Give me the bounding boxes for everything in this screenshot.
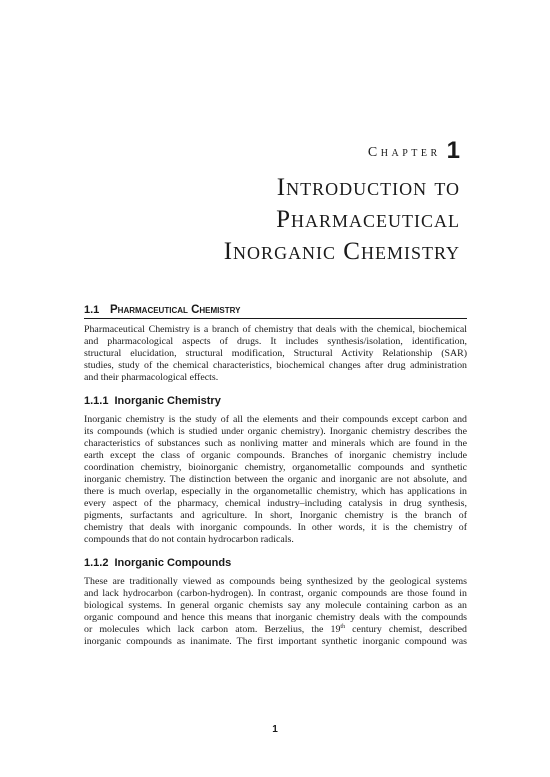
subsection-title: Inorganic Chemistry <box>114 395 221 407</box>
text-line: inorganic compounds as inanimate. The first important synthetic inorganic compound was <box>84 636 467 647</box>
superscript: th <box>340 624 346 630</box>
text-line: biological systems. In general organic chemists say any molecule containing carbon as an <box>84 600 467 611</box>
chapter-number: 1 <box>446 137 460 164</box>
text-line: These are traditionally viewed as compounds being synthesized by the geological systems <box>84 576 467 587</box>
subsection-number: 1.1.1 <box>84 395 109 407</box>
text-line: chemistry that deals with inorganic compounds. In other words, it is the chemistry of <box>84 522 467 533</box>
chapter-label <box>368 137 460 165</box>
title-line: Pharmaceutical <box>276 206 460 233</box>
text-line: organic compound and hence this means that inorganic chemistry deals with the compounds <box>84 612 467 623</box>
paragraph-pharmaceutical-chemistry <box>84 324 467 384</box>
title-line: Inorganic Chemistry <box>223 238 460 265</box>
text-fragment: century chemist, described <box>345 624 467 635</box>
subsection-heading-inorganic-compounds <box>84 557 231 569</box>
text-line: inorganic chemistry. The distinction between the organic and inorganic are not absolute, and <box>84 474 467 485</box>
chapter-word: Chapter <box>367 145 441 160</box>
text-line: Pharmaceutical Chemistry is a branch of chemistry that deals with the chemical, biochemical <box>84 324 467 335</box>
text-line: compounds that do not contain hydrocarbon radicals. <box>84 534 294 545</box>
title-line: Introduction to <box>276 174 460 201</box>
page-number: 1 <box>272 724 278 735</box>
text-line: structural elucidation, structural modification, Structural Activity Relationship (SAR) <box>84 348 467 359</box>
text-line: Inorganic chemistry is the study of all the elements and their compounds except carbon and <box>84 414 467 425</box>
subsection-number: 1.1.2 <box>84 557 109 569</box>
text-line: earth except the class of organic compounds. Branches of inorganic chemistry include <box>84 450 467 461</box>
text-line: pigments, surfactants and agriculture. In short, Inorganic chemistry is the branch of <box>84 510 467 521</box>
text-line: and lack hydrocarbon (carbon-hydrogen). In contrast, organic compounds are those found in <box>84 588 467 599</box>
text-line: characteristics of substances such as nonliving matter and minerals which are found in the <box>84 438 467 449</box>
paragraph-inorganic-chemistry <box>84 414 467 546</box>
section-number: 1.1 <box>84 304 100 316</box>
section-title: Pharmaceutical Chemistry <box>110 304 241 316</box>
text-fragment: or molecules which lack carbon atom. Berzelius, the 19 <box>84 624 341 635</box>
subsection-heading-inorganic-chemistry <box>84 395 221 407</box>
text-line: and pharmacological aspects of drugs. It includes synthesis/isolation, identification, <box>84 336 467 347</box>
section-heading <box>84 304 467 319</box>
text-line-with-superscript <box>84 624 467 636</box>
text-line: and their pharmacological effects. <box>84 372 219 383</box>
text-line: every aspect of the pharmacy, chemical industry–including catalysis in drug synthesis, <box>84 498 467 509</box>
text-line: its compounds (which is studied under organic chemistry). Inorganic chemistry describes the <box>84 426 467 437</box>
paragraph-inorganic-compounds <box>84 576 467 648</box>
text-line: studies, study of the chemical characteristics, biochemical changes after drug administration <box>84 360 467 371</box>
subsection-title: Inorganic Compounds <box>114 557 232 569</box>
text-line: coordination chemistry, bioinorganic chemistry, organometallic compounds and synthetic <box>84 462 467 473</box>
text-line: there is much overlap, especially in the organometallic chemistry, which has applications in <box>84 486 467 497</box>
chapter-title <box>100 172 460 268</box>
